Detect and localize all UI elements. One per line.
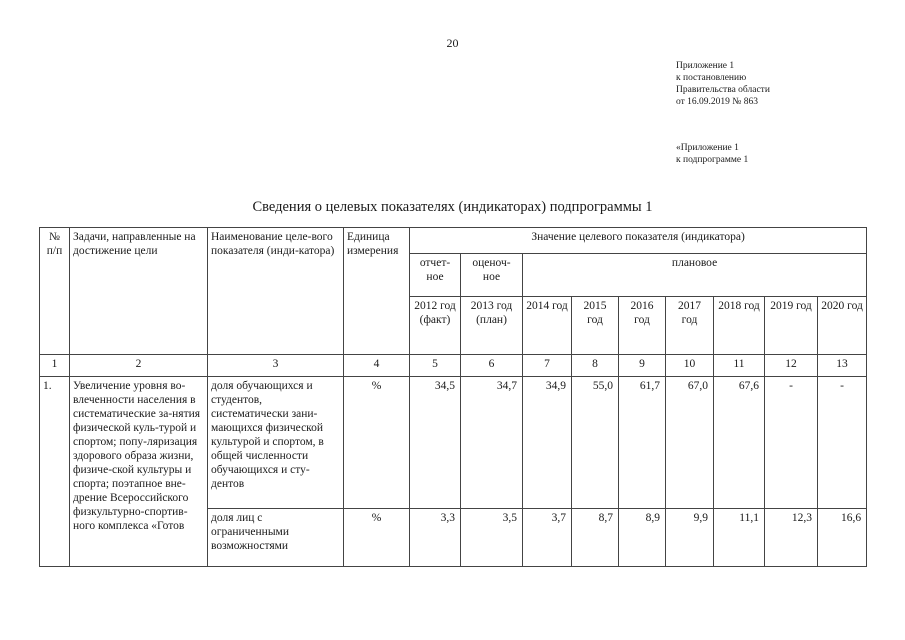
header-year: 2017 год	[666, 297, 714, 355]
header-year: 2019 год	[765, 297, 818, 355]
column-index: 5	[410, 355, 461, 377]
subprogram-appendix-block	[676, 142, 748, 166]
row-value: -	[765, 377, 818, 509]
row-indicator: доля лиц с ограниченными возможностями	[208, 509, 344, 567]
row-value: 3,5	[461, 509, 523, 567]
column-index: 4	[344, 355, 410, 377]
appendix-line: Правительства области	[676, 85, 770, 95]
header-tasks: Задачи, направленные на достижение цели	[70, 228, 208, 355]
row-value: 8,7	[572, 509, 619, 567]
column-index: 1	[40, 355, 70, 377]
header-reported: отчет-ное	[410, 254, 461, 297]
row-value: 3,3	[410, 509, 461, 567]
header-estimated: оценоч-ное	[461, 254, 523, 297]
row-value: -	[818, 377, 867, 509]
column-index: 12	[765, 355, 818, 377]
appendix-line: к подпрограмме 1	[676, 155, 749, 165]
header-year: 2013 год (план)	[461, 297, 523, 355]
header-year: 2016 год	[619, 297, 666, 355]
header-value: Значение целевого показателя (индикатора)	[410, 228, 867, 254]
header-num: № п/п	[40, 228, 70, 355]
column-index-row	[40, 355, 867, 377]
row-task: Увеличение уровня во-влеченности населения в систематические за-нятия физической куль-турой и спортом; попу-ляризация здорового образа жизни, физиче-ской культуры и спорта; поэтапное вне-дрение Всероссийского физкультурно-спортив-ного комплекса «Готов	[70, 377, 208, 567]
appendix-block	[676, 60, 770, 108]
header-year: 2020 год	[818, 297, 867, 355]
appendix-line: Приложение 1	[676, 61, 735, 71]
column-index: 6	[461, 355, 523, 377]
header-unit: Единица измерения	[344, 228, 410, 355]
appendix-line: от 16.09.2019 № 863	[676, 97, 758, 107]
column-index: 11	[714, 355, 765, 377]
header-row-1	[40, 228, 867, 254]
row-value: 16,6	[818, 509, 867, 567]
header-year: 2015 год	[572, 297, 619, 355]
column-index: 13	[818, 355, 867, 377]
row-value: 67,0	[666, 377, 714, 509]
header-year: 2018 год	[714, 297, 765, 355]
row-value: 34,7	[461, 377, 523, 509]
row-unit: %	[344, 509, 410, 567]
row-value: 61,7	[619, 377, 666, 509]
appendix-line: «Приложение 1	[676, 143, 739, 153]
column-index: 10	[666, 355, 714, 377]
header-indicator: Наименование целе-вого показателя (инди-катора)	[208, 228, 344, 355]
header-year: 2014 год	[523, 297, 572, 355]
row-value: 11,1	[714, 509, 765, 567]
row-value: 34,9	[523, 377, 572, 509]
column-index: 3	[208, 355, 344, 377]
appendix-line: к постановлению	[676, 73, 747, 83]
header-planned: плановое	[523, 254, 867, 297]
row-value: 8,9	[619, 509, 666, 567]
column-index: 7	[523, 355, 572, 377]
column-index: 2	[70, 355, 208, 377]
page-number: 20	[446, 36, 459, 50]
row-value: 67,6	[714, 377, 765, 509]
row-num: 1.	[40, 377, 70, 567]
indicators-table	[39, 227, 867, 567]
row-value: 9,9	[666, 509, 714, 567]
row-value: 55,0	[572, 377, 619, 509]
header-year: 2012 год (факт)	[410, 297, 461, 355]
row-indicator: доля обучающихся и студентов, систематически зани-мающихся физической культурой и спортом, в общей численности обучающихся и сту-дентов	[208, 377, 344, 509]
row-unit: %	[344, 377, 410, 509]
row-value: 3,7	[523, 509, 572, 567]
column-index: 8	[572, 355, 619, 377]
row-value: 34,5	[410, 377, 461, 509]
row-value: 12,3	[765, 509, 818, 567]
document-title: Сведения о целевых показателях (индикаторах) подпрограммы 1	[252, 199, 653, 215]
table-row	[40, 377, 867, 509]
column-index: 9	[619, 355, 666, 377]
